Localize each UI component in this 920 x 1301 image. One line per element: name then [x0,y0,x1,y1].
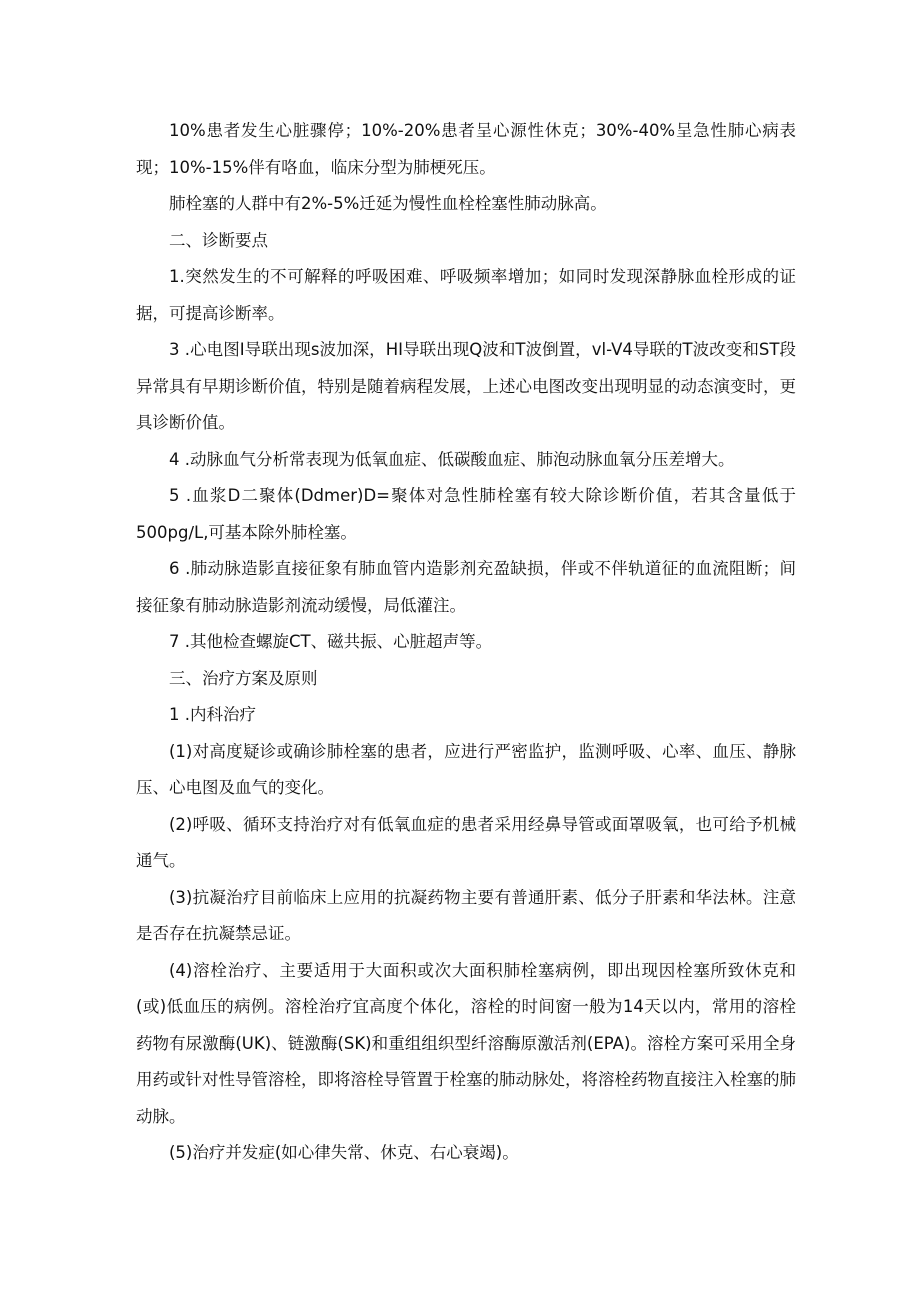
section-heading-treatment: 三、治疗方案及原则 [169,668,318,688]
subheading-medical-treatment: 1 .内科治疗 [169,705,256,724]
paragraph-diagnosis-3: 3 .心电图I导联出现s波加深，HI导联出现Q波和T波倒置，vl-V4导联的T波改变和ST段异常具有早期诊断价值，特别是随着病程发展，上述心电图改变出现明显的动态演变时，更具诊断价值。 [136,340,796,432]
paragraph-diagnosis-7: 7 .其他检查螺旋CT、磁共振、心脏超声等。 [169,632,493,651]
paragraph-diagnosis-6: 6 .肺动脉造影直接征象有肺血管内造影剂充盈缺损，伴或不伴轨道征的血流阻断；间接征象有肺动脉造影剂流动缓慢，局低灌注。 [136,559,796,615]
paragraph-treatment-4: (4)溶栓治疗、主要适用于大面积或次大面积肺栓塞病例，即出现因栓塞所致休克和(或)低血压的病例。溶栓治疗宜高度个体化，溶栓的时间窗一般为14天以内，常用的溶栓药物有尿激酶(UK)、链激酶(SK)和重组组织型纤溶酶原激活剂(EPA)。溶栓方案可采用全身用药或针对性导管溶栓，即将溶栓导管置于栓塞的肺动脉处，将溶栓药物直接注入栓塞的肺动脉。 [136,960,796,1126]
paragraph-treatment-5: (5)治疗并发症(如心律失常、休克、右心衰竭)。 [169,1143,519,1162]
paragraph-diagnosis-5: 5 .血浆D二聚体(Ddmer)D=聚体对急性肺栓塞有较大除诊断价值，若其含量低于500pg∕L,可基本除外肺栓塞。 [136,486,796,542]
paragraph-treatment-2: (2)呼吸、循环支持治疗对有低氧血症的患者采用经鼻导管或面罩吸氧，也可给予机械通气。 [136,814,796,870]
paragraph-chronic-pulmonary-hypertension: 肺栓塞的人群中有2%-5%迁延为慢性血栓栓塞性肺动脉高。 [169,194,607,213]
paragraph-pe-presentation: 10%患者发生心脏骤停；10%-20%患者呈心源性休克；30%-40%呈急性肺心病表现；10%-15%伴有咯血，临床分型为肺梗死压。 [136,121,796,177]
paragraph-diagnosis-1: 1.突然发生的不可解释的呼吸困难、呼吸频率增加；如同时发现深静脉血栓形成的证据，可提高诊断率。 [136,267,796,323]
paragraph-treatment-3: (3)抗凝治疗目前临床上应用的抗凝药物主要有普通肝素、低分子肝素和华法林。注意是否存在抗凝禁忌证。 [136,887,796,943]
document-body [136,113,796,1172]
paragraph-diagnosis-4: 4 .动脉血气分析常表现为低氧血症、低碳酸血症、肺泡动脉血氧分压差增大。 [169,449,735,469]
section-heading-diagnosis: 二、诊断要点 [169,230,268,250]
paragraph-treatment-1: (1)对高度疑诊或确诊肺栓塞的患者，应进行严密监护，监测呼吸、心率、血压、静脉压、心电图及血气的变化。 [136,741,796,797]
